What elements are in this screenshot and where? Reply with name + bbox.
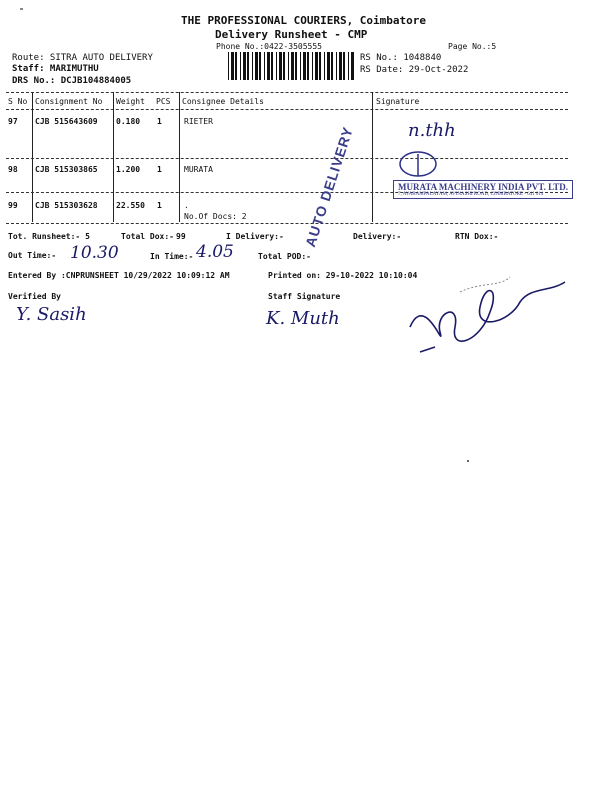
company-stamp (393, 180, 573, 199)
barcode-bar (351, 52, 354, 80)
row-sno: 99 (8, 201, 18, 210)
barcode-bar (247, 52, 249, 80)
staff-signature-label: Staff Signature (268, 292, 341, 301)
barcode-bar (243, 52, 246, 80)
rs-date: RS Date: 29-Oct-2022 (360, 65, 469, 75)
col-header-consignee: Consignee Details (182, 97, 264, 106)
scan-speck (467, 460, 469, 462)
barcode-bar (307, 52, 309, 80)
barcode-bar (331, 52, 333, 80)
col-divider (32, 92, 33, 222)
barcode-bar (279, 52, 282, 80)
out-time-value: 10.30 (70, 243, 119, 263)
barcode-bar (319, 52, 321, 80)
out-time-label: Out Time:- (8, 251, 57, 260)
barcode-bar (295, 52, 297, 80)
row-consignee: MURATA (184, 165, 213, 174)
table-top-rule (6, 92, 568, 93)
runsheet-subtitle: Delivery Runsheet - CMP (215, 28, 368, 41)
barcode-bar (228, 52, 229, 80)
company-stamp-name: MURATA MACHINERY INDIA PVT. LTD. (398, 182, 569, 192)
barcode-bar (288, 52, 289, 80)
barcode-bar (336, 52, 337, 80)
row-consignee: RIETER (184, 117, 213, 126)
row-sno: 98 (8, 165, 18, 174)
barcode-bar (264, 52, 265, 80)
barcode-bar (252, 52, 253, 80)
row-weight: 0.180 (116, 117, 141, 126)
barcode (228, 52, 354, 80)
barcode-bar (324, 52, 325, 80)
barcode-bar (283, 52, 285, 80)
in-time-label: In Time:- (150, 252, 194, 261)
row-signature: n.thh (408, 120, 456, 141)
header-bottom-rule (6, 109, 568, 110)
barcode-bar (267, 52, 270, 80)
row-pcs: 1 (157, 165, 162, 174)
delivery-label: Delivery:- (353, 232, 402, 241)
rs-number: RS No.: 1048840 (360, 53, 442, 63)
barcode-bar (235, 52, 237, 80)
row-sno: 97 (8, 117, 18, 126)
company-title: THE PROFESSIONAL COURIERS, Coimbatore (181, 14, 427, 27)
drs-number: DRS No.: DCJB104884005 (12, 76, 132, 86)
row-consignment: CJB 515643609 (35, 117, 98, 126)
barcode-bar (240, 52, 241, 80)
total-dox-value: 99 (176, 232, 186, 241)
col-header-signature: Signature (376, 97, 420, 106)
staff-name: Staff: MARIMUTHU (12, 64, 99, 74)
signature-circle (398, 150, 438, 184)
barcode-bar (315, 52, 318, 80)
tot-runsheet: Tot. Runsheet:- 5 (8, 232, 90, 241)
col-header-sno: S No (8, 97, 28, 106)
barcode-bar (291, 52, 294, 80)
in-time-value: 4.05 (196, 242, 234, 262)
row-weight: 22.550 (116, 201, 145, 210)
staff-signature: K. Muth (266, 308, 340, 329)
barcode-bar (300, 52, 301, 80)
col-divider (179, 92, 180, 222)
row-weight: 1.200 (116, 165, 141, 174)
company-stamp-address: 7, AVARAMPALAYAM, AVINASHI ROAD, COIMBATORE - 641 014 (398, 192, 544, 197)
barcode-bar (343, 52, 345, 80)
verified-signature: Y. Sasih (16, 304, 87, 325)
entered-by: Entered By :CNPRUNSHEET 10/29/2022 10:09:12 AM (8, 271, 230, 280)
barcode-bar (312, 52, 313, 80)
docs-count: No.Of Docs: 2 (184, 212, 247, 221)
row-consignee: . (184, 201, 189, 210)
row-pcs: 1 (157, 201, 162, 210)
row-consignment: CJB 515303628 (35, 201, 98, 210)
col-header-weight: Weight (116, 97, 145, 106)
barcode-bar (276, 52, 277, 80)
i-delivery-label: I Delivery:- (226, 232, 284, 241)
verified-by-label: Verified By (8, 292, 61, 301)
page-number: Page No.:5 (448, 42, 497, 51)
total-dox-label: Total Dox:- (121, 232, 174, 241)
barcode-bar (271, 52, 273, 80)
row-pcs: 1 (157, 117, 162, 126)
barcode-bar (259, 52, 261, 80)
col-divider (372, 92, 373, 222)
col-header-consignment: Consignment No (35, 97, 103, 106)
total-pod-label: Total POD:- (258, 252, 311, 261)
row-consignment: CJB 515303865 (35, 165, 98, 174)
receiver-signature-scribble (400, 272, 570, 367)
rtn-dox-label: RTN Dox:- (455, 232, 499, 241)
barcode-bar (231, 52, 234, 80)
route: Route: SITRA AUTO DELIVERY (12, 53, 153, 63)
scan-speck (20, 8, 23, 10)
barcode-bar (348, 52, 349, 80)
auto-delivery-stamp: AUTO DELIVERY (302, 124, 357, 249)
barcode-bar (303, 52, 306, 80)
barcode-bar (339, 52, 342, 80)
phone-number: Phone No.:0422-3505555 (216, 42, 322, 51)
barcode-bar (255, 52, 258, 80)
printed-on: Printed on: 29-10-2022 10:10:04 (268, 271, 418, 280)
row-rule (6, 158, 568, 159)
table-bottom-rule (6, 223, 568, 224)
barcode-bar (327, 52, 330, 80)
col-header-pcs: PCS (156, 97, 171, 106)
col-divider (113, 92, 114, 222)
